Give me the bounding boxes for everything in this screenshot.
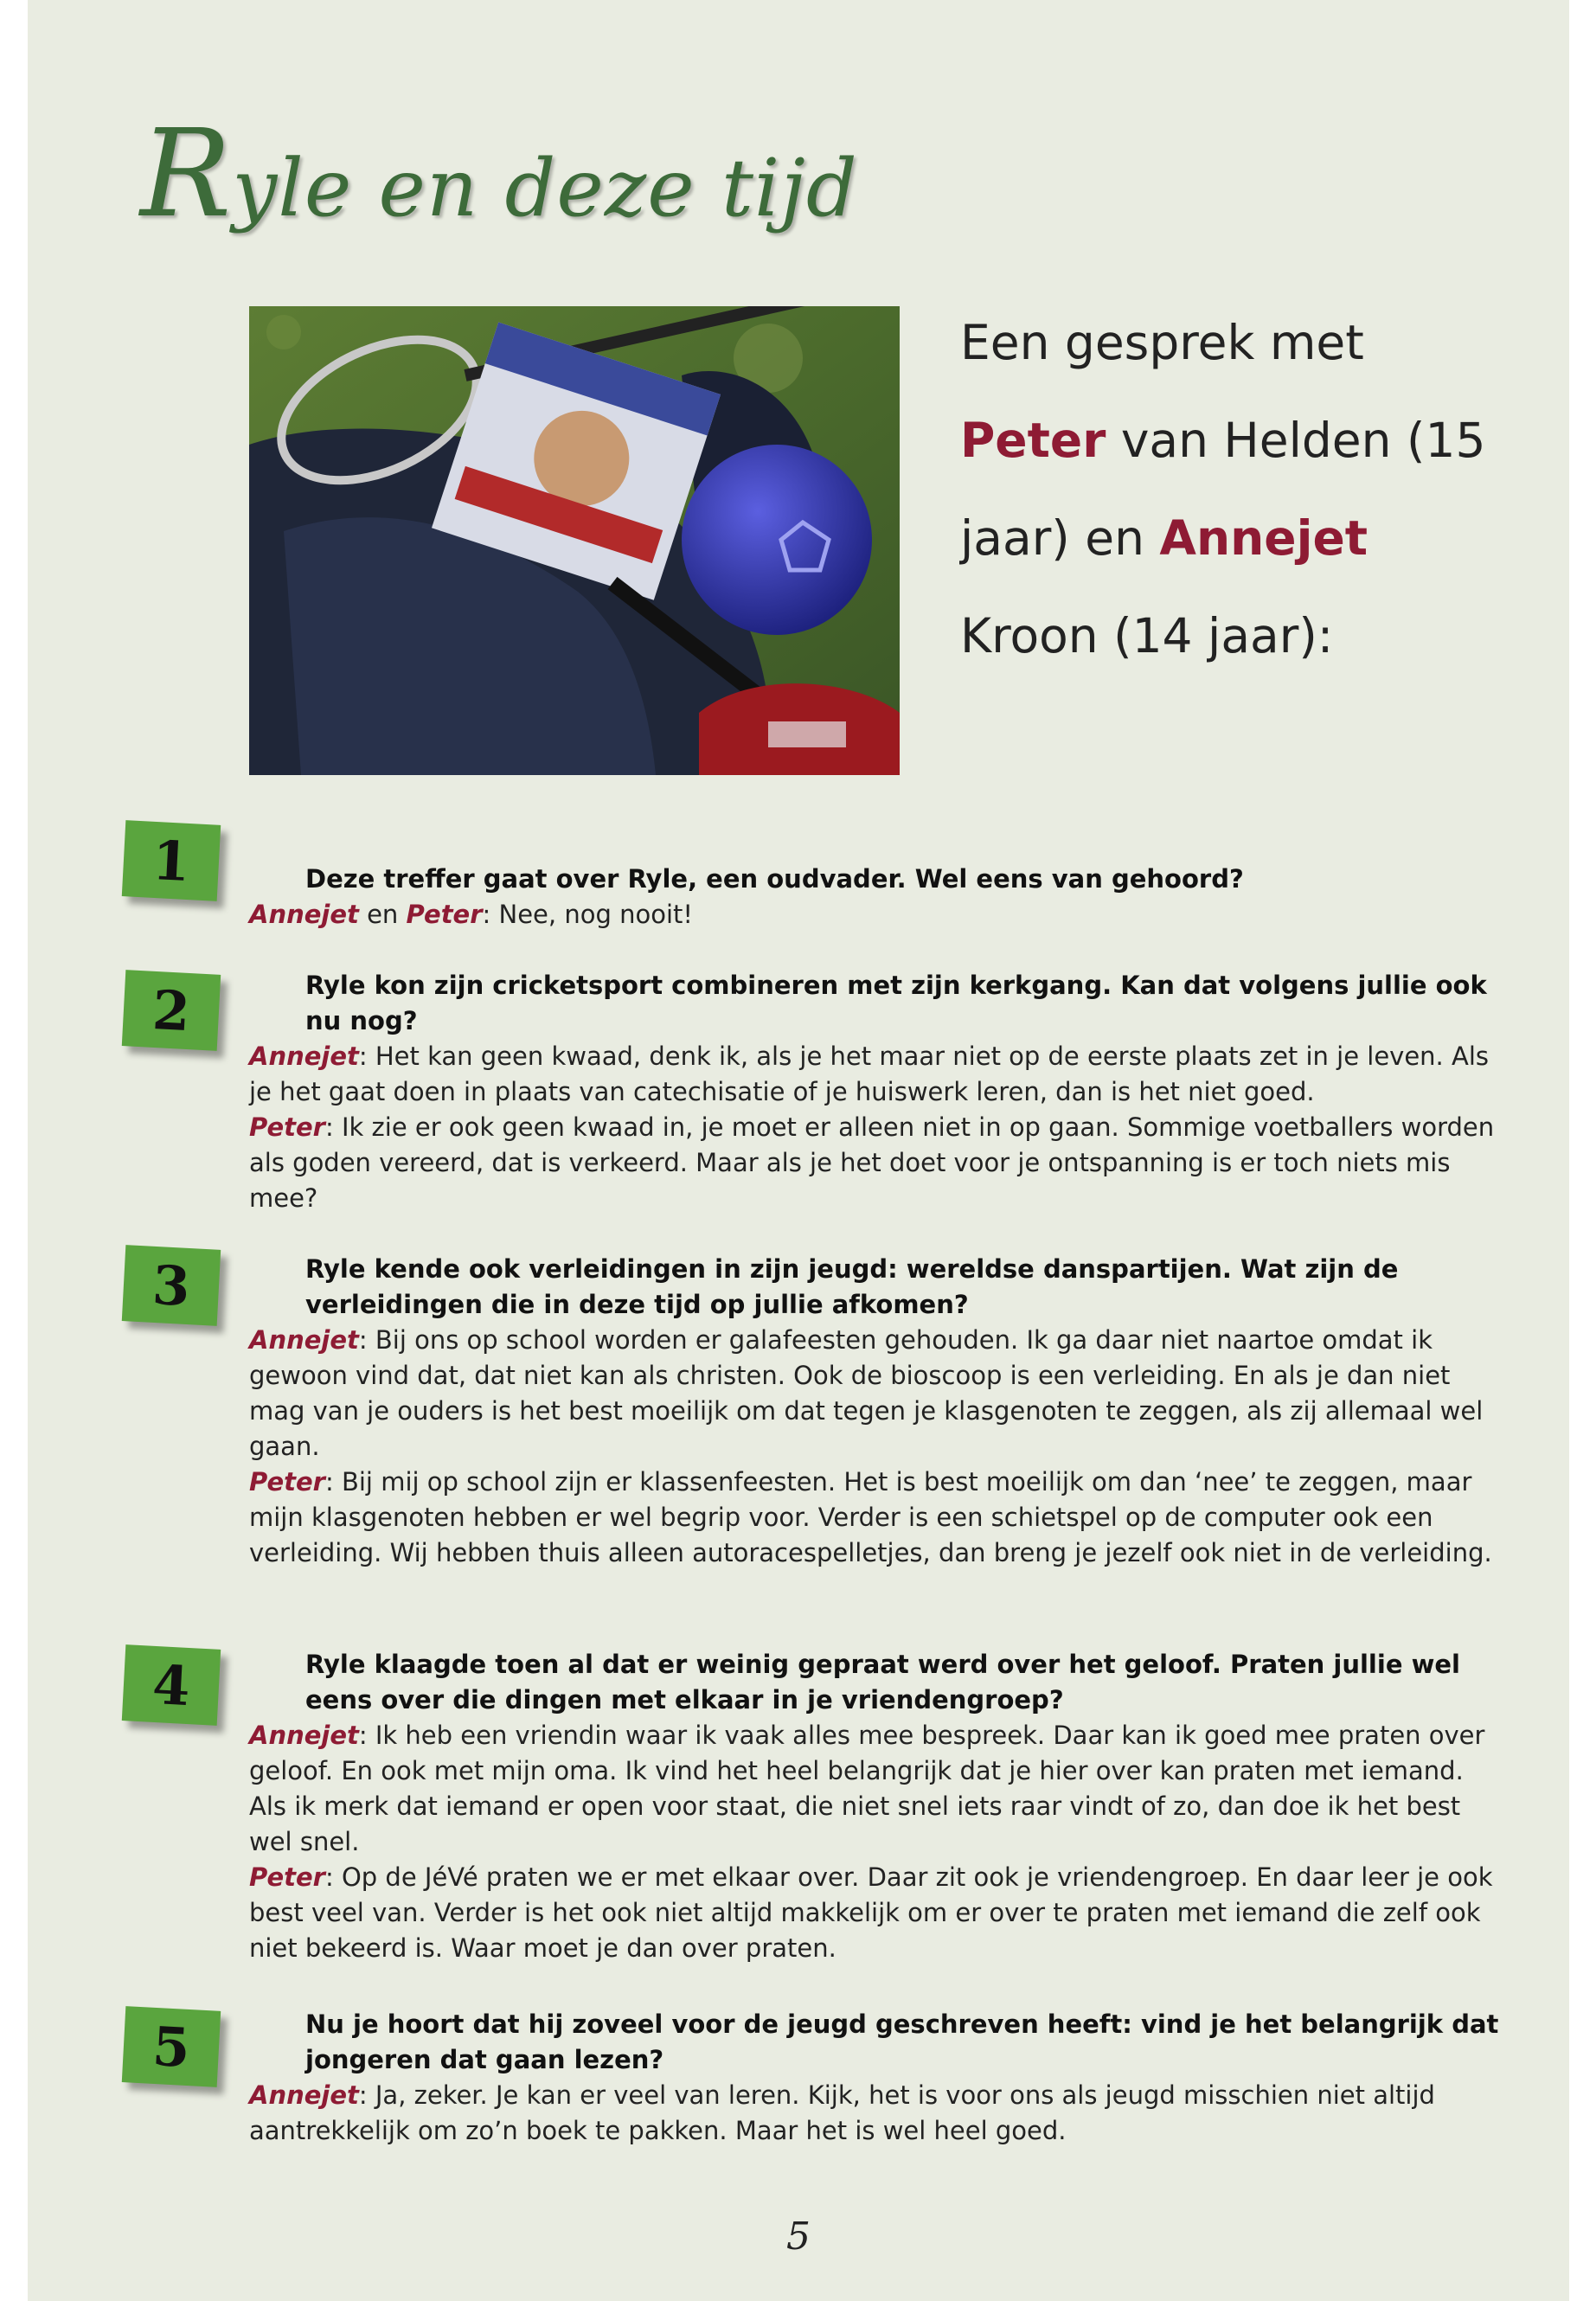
question-text: Nu je hoort dat hij zoveel voor de jeugd geschreven heeft: vind je het belangrijk dat jongeren dat gaan lezen? <box>305 2009 1499 2074</box>
answer <box>249 1465 1503 1571</box>
title-rest: yle en deze tijd <box>232 142 858 234</box>
speaker-joiner: en <box>358 900 407 929</box>
answer-text: : Nee, nog nooit! <box>482 900 694 929</box>
qa-item-1 <box>151 828 1503 933</box>
question-number-badge: 5 <box>122 2006 221 2087</box>
qa-item-5 <box>151 2007 1503 2149</box>
intro-text <box>960 294 1514 685</box>
intro-part-3: Kroon (14 jaar): <box>960 608 1334 663</box>
speaker-name: Annejet <box>249 1721 359 1750</box>
sports-photo <box>249 306 900 775</box>
speaker-name: Peter <box>249 1112 325 1142</box>
intro-name-annejet: Annejet <box>1159 510 1368 566</box>
answer <box>249 1718 1503 1860</box>
answer <box>249 2078 1503 2149</box>
answer <box>249 1039 1503 1110</box>
speaker-name: Annejet <box>249 900 359 929</box>
qa-item-2 <box>151 968 1503 1216</box>
answer <box>249 1860 1503 1966</box>
title-initial: R <box>140 104 233 245</box>
answer-text: : Het kan geen kwaad, denk ik, als je het maar niet op de eerste plaats zet in je leven. Als je het gaat doen in plaats van catechisatie of je huiswerk leren, dan is het niet goed. <box>249 1042 1489 1106</box>
qa-item-3 <box>151 1252 1503 1571</box>
answer-text: : Op de JéVé praten we er met elkaar over. Daar zit ook je vriendengroep. En daar leer je ook best veel van. Verder is het ook niet altijd makkelijk om er over te praten met iemand die zelf ook niet bekeerd is. Waar moet je dan over praten. <box>249 1862 1493 1963</box>
answer-text: : Ik heb een vriendin waar ik vaak alles mee bespreek. Daar kan ik goed mee praten over geloof. En ook met mijn oma. Ik vind het heel belangrijk dat je hier over kan praten met iemand. Als ik merk dat iemand er open voor staat, die niet snel iets raar vindt of zo, dan doe ik het best wel snel. <box>249 1721 1485 1856</box>
answer-text: : Ik zie er ook geen kwaad in, je moet er alleen niet in op gaan. Sommige voetballers worden als goden vereerd, dat is verkeerd. Maar als je het doet voor je ontspanning is er toch niets mis mee? <box>249 1112 1495 1213</box>
question-number-badge: 4 <box>122 1644 221 1726</box>
speaker-name: Annejet <box>249 1042 359 1071</box>
page-number: 5 <box>786 2214 811 2259</box>
speaker-name: Annejet <box>249 2080 359 2110</box>
question-number-badge: 2 <box>122 970 221 1051</box>
answer <box>249 897 1503 933</box>
question-text: Ryle kon zijn cricketsport combineren met zijn kerkgang. Kan dat volgens jullie ook nu nog? <box>305 971 1487 1035</box>
question-text: Deze treffer gaat over Ryle, een oudvader. Wel eens van gehoord? <box>305 864 1244 894</box>
answer <box>249 1323 1503 1465</box>
intro-name-peter: Peter <box>960 413 1106 468</box>
speaker-name: Peter <box>249 1862 325 1892</box>
answer-text: : Ja, zeker. Je kan er veel van leren. Kijk, het is voor ons als jeugd misschien niet altijd aantrekkelijk om zo’n boek te pakken. Maar het is wel heel goed. <box>249 2080 1435 2145</box>
sports-photo-illustration <box>249 306 900 775</box>
qa-item-4 <box>151 1647 1503 1966</box>
question-number-badge: 3 <box>122 1245 221 1326</box>
answer-text: : Bij mij op school zijn er klassenfeesten. Het is best moeilijk om dan ‘nee’ te zeggen, maar mijn klasgenoten hebben er wel begrip voor. Verder is een schietspel op de computer ook een verleiding. Wij hebben thuis alleen autoracespelletjes, dan breng je jezelf ook niet in de verleiding. <box>249 1467 1492 1567</box>
question-text: Ryle kende ook verleidingen in zijn jeugd: wereldse danspartijen. Wat zijn de verleidingen die in deze tijd op jullie afkomen? <box>305 1254 1399 1319</box>
speaker-name: Peter <box>249 1467 325 1497</box>
question-text: Ryle klaagde toen al dat er weinig gepraat werd over het geloof. Praten jullie wel eens over die dingen met elkaar in je vriendengroep? <box>305 1650 1460 1715</box>
question-number-badge: 1 <box>122 820 221 901</box>
page-title <box>140 104 858 245</box>
answer-text: : Bij ons op school worden er galafeesten gehouden. Ik ga daar niet naartoe omdat ik gewoon vind dat, dat niet kan als christen. Ook de bioscoop is een verleiding. En als je dan niet mag van je ouders is het best moeilijk om dat tegen je klasgenoten te zeggen, als zij allemaal wel gaan. <box>249 1325 1484 1461</box>
answer <box>249 1110 1503 1216</box>
speaker-name: Peter <box>406 900 483 929</box>
page <box>28 0 1569 2301</box>
intro-part-1: Een gesprek met <box>960 315 1364 370</box>
intro-part-2: van Helden (15 jaar) en <box>960 413 1486 566</box>
speaker-name: Annejet <box>249 1325 359 1355</box>
